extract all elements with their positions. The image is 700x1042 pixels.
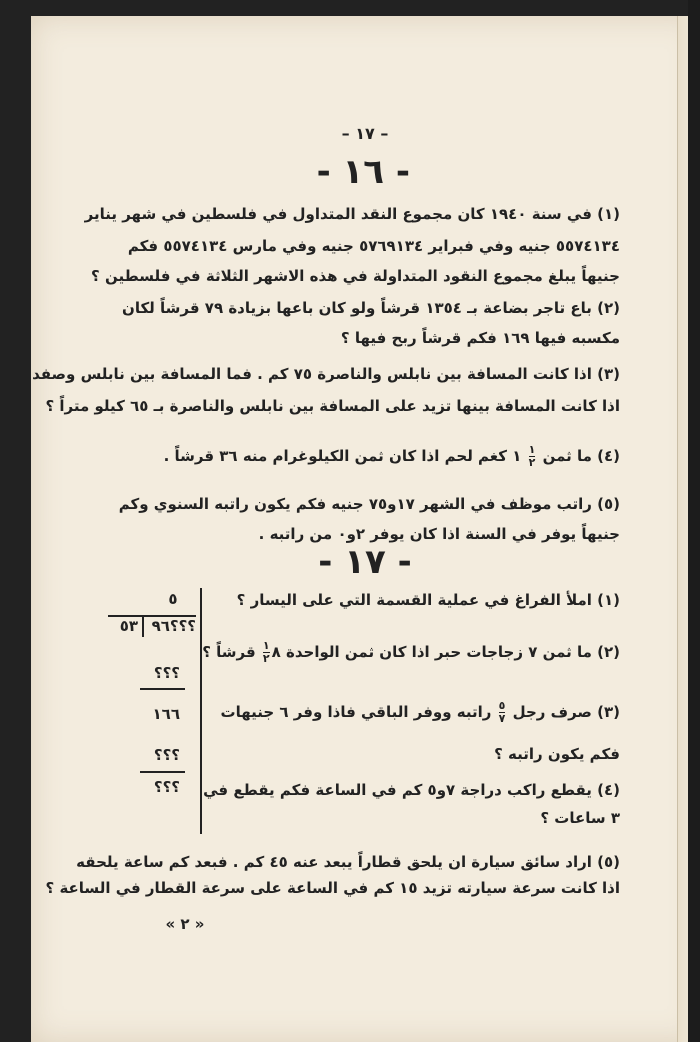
s16-q5-line2: جنيهاً يوفر في السنة اذا كان يوفر ٢و٠ من راتبه . <box>258 525 620 543</box>
section-17-title-text: - ١٧ - <box>318 542 412 582</box>
division-line-2 <box>140 771 185 773</box>
s17-q3-part-a: (٣) صرف رجل <box>512 703 620 721</box>
fraction-numerator: ٥ <box>498 699 506 712</box>
s16-q1-line1: (١) في سنة ١٩٤٠ كان مجموع النقد المتداول في فلسطين في شهر يناير <box>84 205 620 223</box>
division-step2: ؟؟؟ <box>153 746 180 764</box>
s16-q3-line1: (٣) اذا كانت المسافة بين نابلس والناصرة ٧٥ كم . فما المسافة بين نابلس وصفد <box>32 365 620 383</box>
s16-q3-line2: اذا كانت المسافة بينها تزيد على المسافة بين نابلس والناصرة بـ ٦٥ كيلو متراً ؟ <box>45 397 620 415</box>
s17-q2-part-c: قرشاً ؟ <box>202 643 256 661</box>
s16-q1-line3: جنيهاً يبلغ مجموع النقود المتداولة في هذه الاشهر الثلاثة في فلسطين ؟ <box>91 267 620 285</box>
division-margin-line <box>200 588 202 834</box>
section-16-title: - ١٦ - <box>316 152 410 192</box>
section-17-title <box>315 542 415 582</box>
s17-q5-line2: اذا كانت سرعة سيارته تزيد ١٥ كم في الساعة على سرعة القطار في الساعة ؟ <box>45 879 620 897</box>
division-quotient: ٥ <box>168 590 178 608</box>
s17-q4-line1: (٤) يقطع راكب دراجة ٧و٥ كم في الساعة فكم يقطع في <box>203 781 620 799</box>
fraction-numerator: ١ <box>528 443 536 456</box>
division-step3: ؟؟؟ <box>153 778 180 796</box>
s16-q1-line2: ٥٥٧٤١٣٤ جنيه وفي فبراير ٥٧٦٩١٣٤ جنيه وفي مارس ٥٥٧٤١٣٤ فكم <box>127 237 620 255</box>
s16-q2-line2: مكسبه فيها ١٦٩ فكم قرشاً ربح فيها ؟ <box>340 329 620 347</box>
division-step1: ؟؟؟ <box>153 664 180 682</box>
s17-q2 <box>202 636 620 668</box>
fraction-denominator: ٢ <box>262 652 270 665</box>
s17-q3-line1 <box>220 696 620 728</box>
fraction-denominator: ٧ <box>498 712 506 725</box>
s16-q2-line1: (٢) باع تاجر بضاعة بـ ١٣٥٤ قرشاً ولو كان باعها بزيادة ٧٩ قرشاً لكان <box>122 299 620 317</box>
s16-q4-part-a: (٤) ما ثمن <box>542 447 620 465</box>
division-remainder-1: ١٦٦ <box>152 705 180 723</box>
s17-q5-line1: (٥) اراد سائق سيارة ان يلحق قطاراً يبعد عنه ٤٥ كم . فبعد كم ساعة يلحقه <box>76 853 620 871</box>
s17-q2-fraction <box>263 640 270 665</box>
s16-q4 <box>100 440 620 472</box>
s17-q4-line2: ٣ ساعات ؟ <box>540 809 620 827</box>
division-divisor: ٥٣ <box>119 617 138 635</box>
s16-q4-part-b: ١ كغم لحم اذا كان ثمن الكيلوغرام منه ٣٦ قرشاً . <box>163 447 522 465</box>
s16-q4-fraction <box>529 444 536 469</box>
s17-q2-part-a: (٢) ما ثمن ٧ زجاجات حبر اذا كان ثمن الواحدة <box>286 643 620 661</box>
division-line-1 <box>140 688 185 690</box>
s17-q3-line2: فكم يكون راتبه ؟ <box>494 745 620 763</box>
page-number-top: – ١٧ – <box>341 124 389 143</box>
s17-q2-whole: ٨ <box>271 643 281 661</box>
division-bracket <box>142 615 144 637</box>
book-spine <box>688 0 700 1042</box>
s16-q5-line1: (٥) راتب موظف في الشهر ١٧و٧٥ جنيه فكم يكون راتبه السنوي وكم <box>118 495 620 513</box>
s17-q3-part-b: راتبه ووفر الباقي فاذا وفر ٦ جنيهات <box>220 703 492 721</box>
division-dividend: ؟؟؟٩٦ <box>151 617 196 635</box>
page-number-bottom: « ٢ » <box>165 915 205 933</box>
s17-q3-fraction <box>499 700 506 725</box>
fraction-denominator: ٢ <box>528 456 536 469</box>
s17-q1: (١) املأ الفراغ في عملية القسمة التي على اليسار ؟ <box>236 591 620 609</box>
fraction-numerator: ١ <box>262 639 270 652</box>
